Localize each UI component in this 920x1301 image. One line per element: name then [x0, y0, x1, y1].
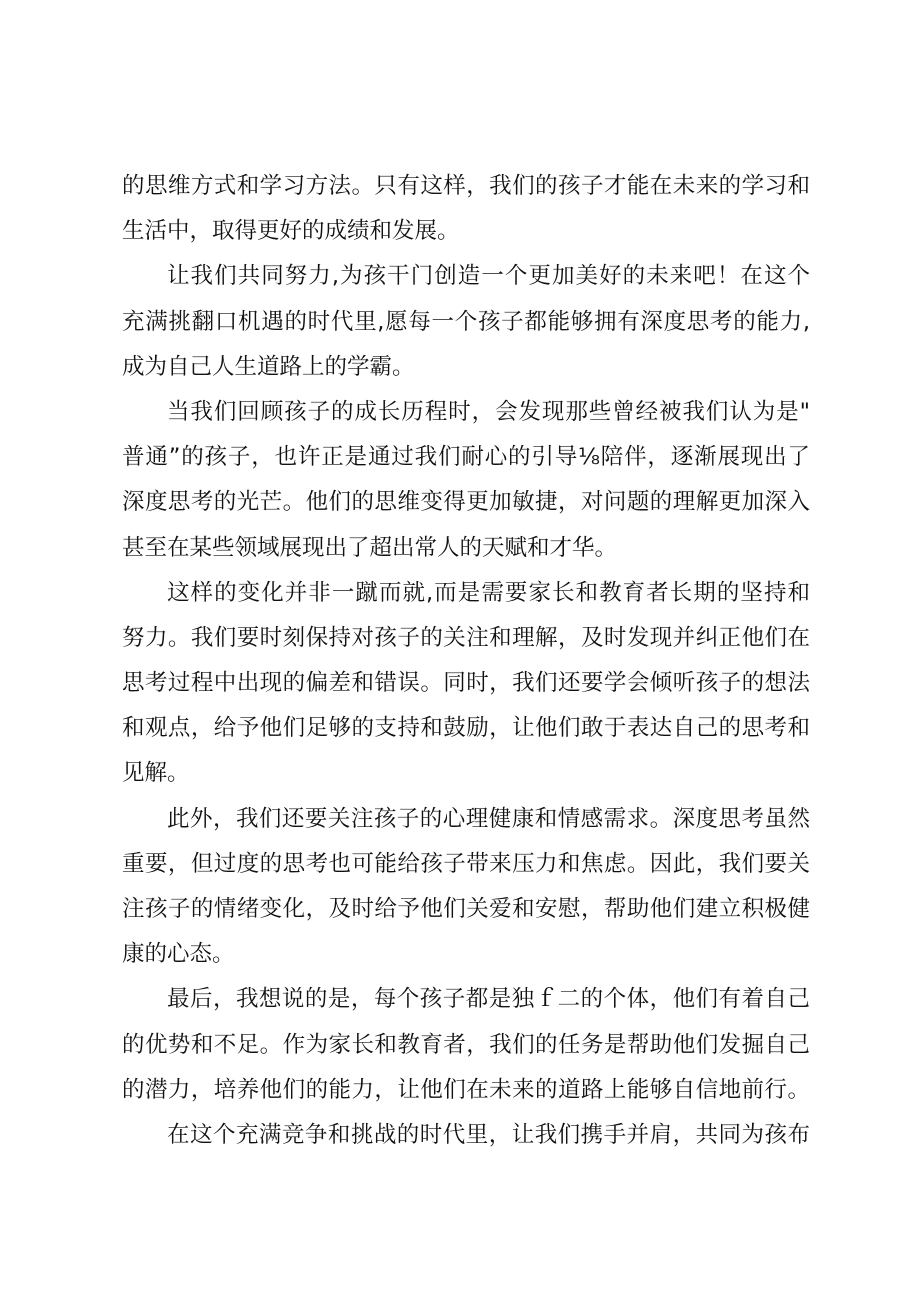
text-line: 甚至在某些领域展现出了超出常人的天赋和才华。 — [122, 534, 618, 561]
text-line: 当我们回顾孩子的成长历程时，会发现那些曾经被我们认为是" — [167, 398, 810, 425]
document-body — [122, 164, 810, 1158]
text-line: 康的心态。 — [122, 941, 235, 968]
text-line: 生活中，取得更好的成绩和发展。 — [122, 218, 460, 245]
text-line: 注孩子的情绪变化，及时给予他们关爱和安慰，帮助他们建立积极健 — [122, 896, 810, 922]
paragraph — [122, 977, 810, 1113]
paragraph — [122, 571, 810, 797]
text-line: 的潜力，培养他们的能力，让他们在未来的道路上能够自信地前行。 — [122, 1076, 810, 1103]
text-line: 普通”的孩子，也许正是通过我们耐心的引导⅛陪伴，逐渐展现出了 — [122, 444, 810, 471]
paragraph — [122, 164, 810, 254]
text-line: 成为自己人生道路上的学霸。 — [122, 353, 415, 380]
text-line: 和观点，给予他们足够的支持和鼓励，让他们敢于表达自己的思考和 — [122, 715, 810, 742]
text-line: 的思维方式和学习方法。只有这样，我们的孩子才能在未来的学习和 — [122, 173, 810, 199]
paragraph — [122, 1113, 810, 1158]
text-line: 深度思考的光芒。他们的思维变得更加敏捷，对问题的理解更加深入 — [122, 489, 810, 516]
text-line: 在这个充满竞争和挑战的时代里，让我们携手并肩，共同为孩布 — [167, 1121, 810, 1148]
text-line: 最后，我想说的是，每个孩子都是独ｆ二的个体，他们有着自己 — [167, 986, 810, 1013]
text-line: 努力。我们要时刻保持对孩子的关注和理解，及时发现并纠正他们在 — [122, 624, 810, 651]
text-line: 此外，我们还要关注孩子的心理健康和情感需求。深度思考虽然 — [167, 805, 810, 832]
paragraph — [122, 390, 810, 571]
text-line: 重要，但过度的思考也可能给孩子带来压力和焦虑。因此，我们要关 — [122, 850, 810, 877]
paragraph — [122, 254, 810, 390]
text-line: 充满挑翻口机遇的时代里,愿每一个孩子都能够拥有深度思考的能力, — [122, 308, 810, 335]
text-line: 这样的变化并非一蹴而就,而是需要家长和教育者长期的坚持和 — [167, 579, 810, 606]
text-line: 见解。 — [122, 760, 190, 787]
paragraph — [122, 797, 810, 978]
text-line: 的优势和不足。作为家长和教育者，我们的任务是帮助他们发掘自己 — [122, 1031, 810, 1058]
text-line: 让我们共同努力,为孩干门创造一个更加美好的未来吧！在这个 — [167, 263, 810, 290]
text-line: 思考过程中出现的偏差和错误。同时，我们还要学会倾听孩子的想法 — [122, 670, 810, 697]
